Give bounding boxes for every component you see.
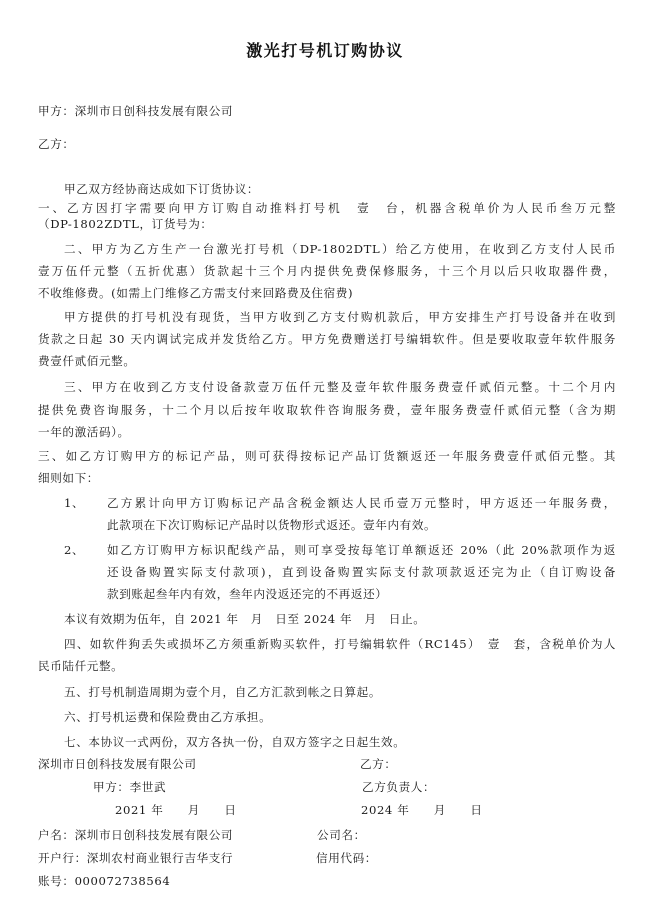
bank-account-name: 户名：深圳市日创科技发展有限公司 [38,828,234,842]
party-a-date: 2021 年 月 日 [115,803,237,817]
clause-3a-line-2: 提供免费咨询服务，十二个月以后按年收取软件咨询服务费，壹年服务费壹仟贰佰元整（含为期 [38,403,616,417]
clause-4-line-1: 四、如软件狗丢失或损坏乙方须重新购买软件，打号编辑软件（RC145） 壹 套，含税单价为人 [64,637,616,651]
clause-5-line: 五、打号机制造周期为壹个月，自乙方汇款到帐之日算起。 [64,685,382,699]
party-a-line: 甲方：深圳市日创科技发展有限公司 [38,104,234,118]
clause-2-line-3: 不收维修费。(如需上门维修乙方需支付来回路费及住宿费) [38,286,354,300]
item-2-number: 2、 [64,543,85,557]
party-a-representative: 甲方：李世武 [93,780,167,794]
item-2-line-2: 还设备购置实际支付款项)，直到设备购置实际支付款项款返还完为止（自订购设备 [107,565,616,579]
item-2-line-1: 如乙方订购甲方标识配线产品，则可享受按每笔订单额返还 20%（此 20%款项作为返 [107,543,616,557]
company-name-label: 公司名： [317,828,366,842]
clause-2-line-1: 二、甲方为乙方生产一台激光打号机（DP-1802DTL）给乙方使用，在收到乙方支付人民币 [64,242,616,256]
clause-3a-line-3: 一年的激活码）。 [38,425,130,439]
document-title: 激光打号机订购协议 [246,41,404,60]
intro-line: 甲乙双方经协商达成如下订货协议： [64,182,260,196]
clause-7-line: 七、本协议一式两份，双方各执一份，自双方签字之日起生效。 [64,735,406,749]
clause-1-line-2: （DP-1802ZDTL，订货号为： [38,217,213,231]
clause-2b-line-3: 费壹仟贰佰元整。 [38,354,136,368]
clause-3b-line-2: 细则如下： [38,471,99,485]
party-b-label: 乙方： [360,757,397,771]
credit-code-label: 信用代码： [316,851,377,865]
validity-line: 本议有效期为伍年，自 2021 年 月 日至 2024 年 月 日止。 [64,612,426,626]
item-1-line-2: 此款项在下次订购标记产品时以货物形式返还。壹年内有效。 [107,518,437,532]
clause-4-line-2: 民币陆仟元整。 [38,659,124,673]
item-1-line-1: 乙方累计向甲方订购标记产品含税金额达人民币壹万元整时，甲方返还一年服务费， [107,496,616,510]
clause-6-line: 六、打号机运费和保险费由乙方承担。 [64,710,272,724]
clause-3a-line-1: 三、甲方在收到乙方支付设备款壹万伍仟元整及壹年软件服务费壹仟贰佰元整。十二个月内 [64,380,616,394]
party-a-company: 深圳市日创科技发展有限公司 [38,757,197,771]
clause-1-line-1: 一、乙方因打字需要向甲方订购自动推料打号机 壹 台，机器含税单价为人民币叁万元整 [38,201,616,215]
bank-account-number: 账号：000072738564 [38,874,171,888]
party-b-representative: 乙方负责人： [362,780,436,794]
party-b-date: 2024 年 月 日 [361,803,483,817]
bank-name: 开户行：深圳农村商业银行吉华支行 [38,851,234,865]
clause-3b-line-1: 三、如乙方订购甲方的标记产品，则可获得按标记产品订货额返还一年服务费壹仟贰佰元整。其 [38,449,616,463]
party-b-line: 乙方： [38,137,75,151]
clause-2-line-2: 壹万伍仟元整（五折优惠）货款起十三个月内提供免费保修服务，十三个月以后只收取器件费， [38,264,616,278]
clause-2b-line-2: 货款之日起 30 天内调试完成并发货给乙方。甲方免费赠送打号编辑软件。但是要收取壹年软件服务 [38,332,616,346]
item-1-number: 1、 [64,496,85,510]
clause-2b-line-1: 甲方提供的打号机没有现货，当甲方收到乙方支付购机款后，甲方安排生产打号设备并在收到 [64,310,616,324]
item-2-line-3: 款到账起叁年内有效，叁年内没返还完的不再返还） [107,587,388,601]
